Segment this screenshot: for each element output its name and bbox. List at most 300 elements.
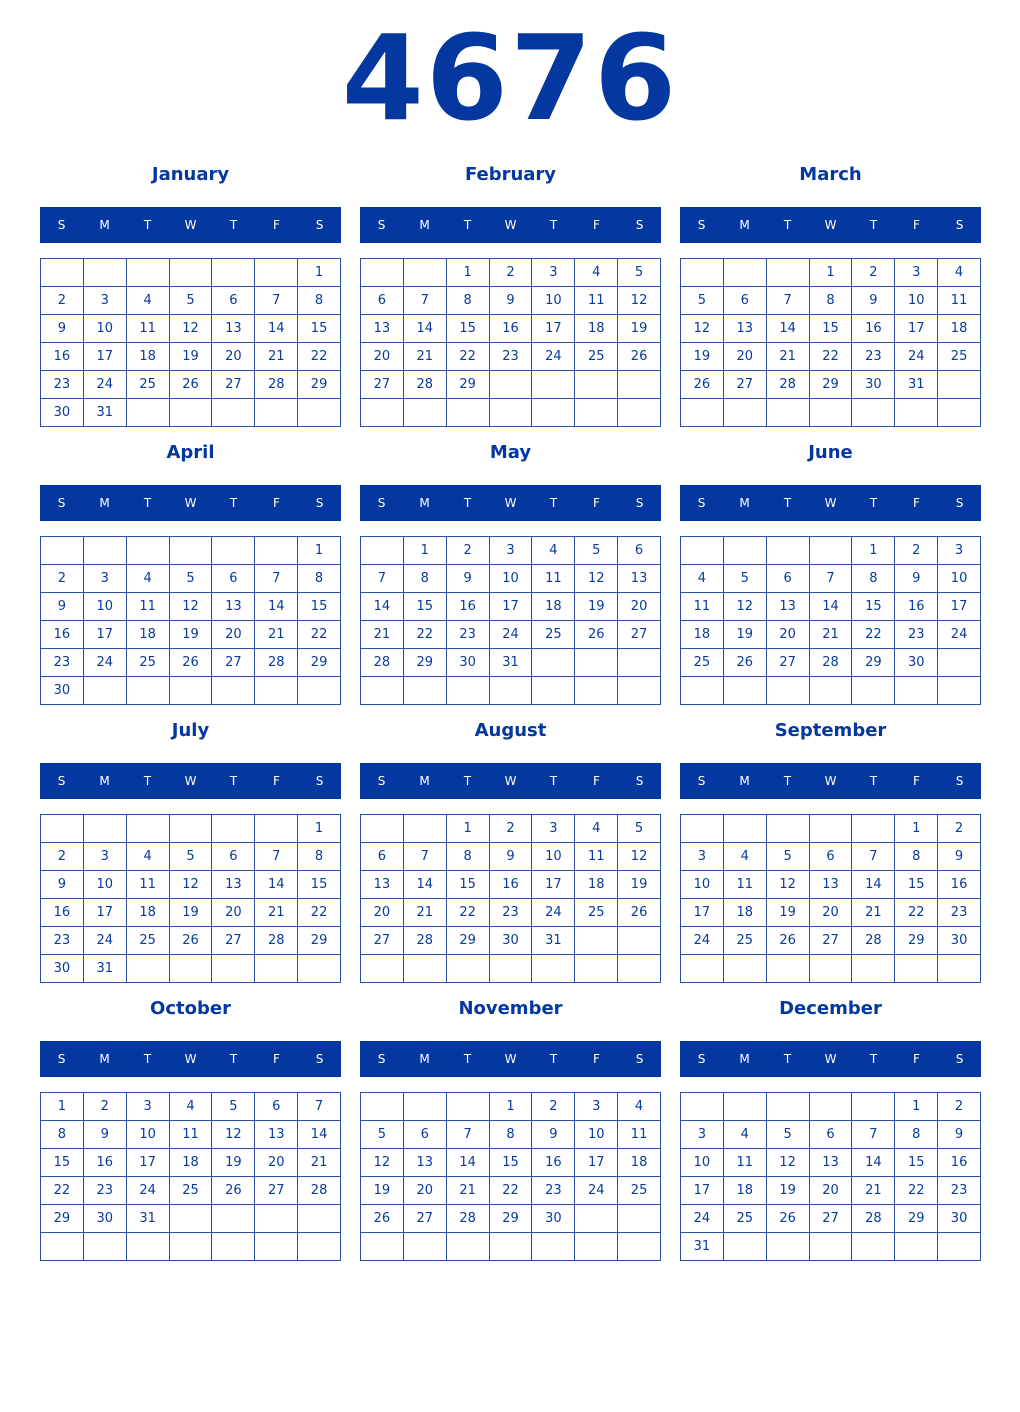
month-name: March xyxy=(799,164,862,185)
day-cell: 9 xyxy=(447,565,490,593)
day-cell: 29 xyxy=(895,927,938,955)
day-cell: 9 xyxy=(41,593,84,621)
day-cell: 6 xyxy=(404,1121,447,1149)
empty-day-cell xyxy=(618,1205,661,1233)
day-cell: 25 xyxy=(575,899,618,927)
empty-day-cell xyxy=(212,1205,255,1233)
weekday-label: S xyxy=(315,774,324,788)
day-cell: 19 xyxy=(212,1149,255,1177)
day-cell: 24 xyxy=(532,343,575,371)
day-cell: 5 xyxy=(618,815,661,843)
day-cell: 13 xyxy=(810,871,853,899)
day-cell: 18 xyxy=(724,1177,767,1205)
day-cell: 17 xyxy=(532,315,575,343)
day-cell: 6 xyxy=(212,843,255,871)
day-cell: 20 xyxy=(361,343,404,371)
day-cell: 5 xyxy=(767,843,810,871)
day-cell: 12 xyxy=(767,1149,810,1177)
day-cell: 17 xyxy=(681,899,724,927)
empty-day-cell xyxy=(852,677,895,705)
weekday-label: T xyxy=(143,774,152,788)
weekday-label: S xyxy=(635,496,644,510)
day-cell: 14 xyxy=(255,593,298,621)
day-cell: 21 xyxy=(852,899,895,927)
day-cell: 10 xyxy=(84,871,127,899)
day-cell: 25 xyxy=(938,343,981,371)
day-cell: 20 xyxy=(212,621,255,649)
day-cell: 3 xyxy=(681,1121,724,1149)
day-cell: 26 xyxy=(767,1205,810,1233)
weekday-label: T xyxy=(229,774,238,788)
day-cell: 2 xyxy=(852,259,895,287)
empty-day-cell xyxy=(852,815,895,843)
empty-day-cell xyxy=(575,1233,618,1261)
empty-day-cell xyxy=(255,259,298,287)
month-name: July xyxy=(171,720,210,741)
empty-day-cell xyxy=(681,955,724,983)
day-cell: 20 xyxy=(618,593,661,621)
day-cell: 8 xyxy=(895,843,938,871)
empty-day-cell xyxy=(361,677,404,705)
day-cell: 1 xyxy=(41,1093,84,1121)
empty-day-cell xyxy=(532,399,575,427)
empty-day-cell xyxy=(404,955,447,983)
empty-day-cell xyxy=(255,815,298,843)
day-cell: 14 xyxy=(852,871,895,899)
day-cell: 16 xyxy=(895,593,938,621)
day-cell: 24 xyxy=(490,621,533,649)
day-cell: 27 xyxy=(212,927,255,955)
empty-day-cell xyxy=(84,677,127,705)
day-cell: 19 xyxy=(618,315,661,343)
empty-day-cell xyxy=(170,677,213,705)
empty-day-cell xyxy=(84,537,127,565)
day-cell: 27 xyxy=(212,371,255,399)
day-cell: 20 xyxy=(724,343,767,371)
empty-day-cell xyxy=(618,1233,661,1261)
weekday-label: F xyxy=(273,218,280,232)
day-cell: 2 xyxy=(532,1093,575,1121)
weekday-label: T xyxy=(143,218,152,232)
empty-day-cell xyxy=(681,537,724,565)
empty-day-cell xyxy=(447,1093,490,1121)
day-cell: 16 xyxy=(938,1149,981,1177)
empty-day-cell xyxy=(447,399,490,427)
day-cell: 29 xyxy=(810,371,853,399)
day-cell: 9 xyxy=(41,871,84,899)
day-cell: 6 xyxy=(361,287,404,315)
day-cell: 18 xyxy=(938,315,981,343)
day-cell: 25 xyxy=(681,649,724,677)
day-cell: 23 xyxy=(895,621,938,649)
empty-day-cell xyxy=(255,677,298,705)
day-cell: 28 xyxy=(852,927,895,955)
day-cell: 27 xyxy=(810,1205,853,1233)
day-cell: 27 xyxy=(404,1205,447,1233)
day-cell: 21 xyxy=(298,1149,341,1177)
weekday-label: T xyxy=(143,1052,152,1066)
day-cell: 22 xyxy=(298,899,341,927)
weekday-label: T xyxy=(549,218,558,232)
weekday-label: T xyxy=(229,496,238,510)
day-cell: 12 xyxy=(170,871,213,899)
day-cell: 24 xyxy=(681,927,724,955)
day-cell: 19 xyxy=(681,343,724,371)
day-cell: 24 xyxy=(895,343,938,371)
day-cell: 20 xyxy=(255,1149,298,1177)
day-cell: 23 xyxy=(41,927,84,955)
day-cell: 2 xyxy=(895,537,938,565)
day-cell: 22 xyxy=(810,343,853,371)
day-cell: 7 xyxy=(767,287,810,315)
day-cell: 12 xyxy=(618,843,661,871)
day-cell: 12 xyxy=(575,565,618,593)
day-cell: 4 xyxy=(575,259,618,287)
day-cell: 1 xyxy=(447,815,490,843)
day-cell: 12 xyxy=(767,871,810,899)
month-name: September xyxy=(774,720,887,741)
day-cell: 1 xyxy=(895,1093,938,1121)
empty-day-cell xyxy=(212,259,255,287)
empty-day-cell xyxy=(938,955,981,983)
day-cell: 13 xyxy=(724,315,767,343)
empty-day-cell xyxy=(938,371,981,399)
empty-day-cell xyxy=(447,955,490,983)
empty-day-cell xyxy=(724,1233,767,1261)
empty-day-cell xyxy=(724,537,767,565)
empty-day-cell xyxy=(41,259,84,287)
day-cell: 14 xyxy=(361,593,404,621)
day-cell: 22 xyxy=(447,899,490,927)
empty-day-cell xyxy=(298,955,341,983)
empty-day-cell xyxy=(404,399,447,427)
empty-day-cell xyxy=(532,677,575,705)
day-cell: 14 xyxy=(404,315,447,343)
day-cell: 13 xyxy=(212,315,255,343)
day-cell: 23 xyxy=(41,649,84,677)
empty-day-cell xyxy=(212,815,255,843)
day-cell: 5 xyxy=(575,537,618,565)
day-cell: 28 xyxy=(298,1177,341,1205)
day-cell: 26 xyxy=(767,927,810,955)
day-cell: 11 xyxy=(575,843,618,871)
empty-day-cell xyxy=(767,1093,810,1121)
empty-day-cell xyxy=(41,1233,84,1261)
day-cell: 19 xyxy=(767,1177,810,1205)
empty-day-cell xyxy=(618,955,661,983)
day-cell: 28 xyxy=(404,927,447,955)
day-cell: 7 xyxy=(255,287,298,315)
day-cell: 20 xyxy=(361,899,404,927)
day-grid xyxy=(360,258,661,427)
weekday-label: T xyxy=(783,218,792,232)
day-cell: 12 xyxy=(170,315,213,343)
empty-day-cell xyxy=(618,927,661,955)
empty-day-cell xyxy=(575,955,618,983)
day-cell: 6 xyxy=(255,1093,298,1121)
day-cell: 7 xyxy=(404,843,447,871)
day-cell: 8 xyxy=(298,565,341,593)
day-cell: 20 xyxy=(767,621,810,649)
day-cell: 24 xyxy=(127,1177,170,1205)
day-cell: 3 xyxy=(84,287,127,315)
weekday-label: T xyxy=(143,496,152,510)
day-cell: 16 xyxy=(490,871,533,899)
day-cell: 3 xyxy=(490,537,533,565)
day-cell: 6 xyxy=(212,565,255,593)
month-name: June xyxy=(808,442,853,463)
day-grid xyxy=(680,1092,981,1261)
day-cell: 19 xyxy=(361,1177,404,1205)
empty-day-cell xyxy=(767,259,810,287)
day-cell: 26 xyxy=(618,343,661,371)
day-cell: 3 xyxy=(681,843,724,871)
empty-day-cell xyxy=(810,1233,853,1261)
weekday-label: S xyxy=(635,1052,644,1066)
day-cell: 10 xyxy=(681,1149,724,1177)
day-cell: 5 xyxy=(212,1093,255,1121)
day-cell: 7 xyxy=(404,287,447,315)
weekday-label: S xyxy=(697,218,706,232)
day-cell: 28 xyxy=(255,371,298,399)
day-cell: 24 xyxy=(84,649,127,677)
weekday-label: T xyxy=(549,496,558,510)
empty-day-cell xyxy=(532,371,575,399)
day-cell: 2 xyxy=(490,815,533,843)
day-cell: 19 xyxy=(724,621,767,649)
day-cell: 30 xyxy=(84,1205,127,1233)
empty-day-cell xyxy=(767,399,810,427)
day-grid xyxy=(360,536,661,705)
empty-day-cell xyxy=(212,537,255,565)
day-cell: 27 xyxy=(255,1177,298,1205)
day-cell: 9 xyxy=(490,287,533,315)
day-cell: 25 xyxy=(575,343,618,371)
day-cell: 3 xyxy=(575,1093,618,1121)
day-cell: 3 xyxy=(532,259,575,287)
year-title: 4676 xyxy=(341,9,679,147)
day-cell: 29 xyxy=(447,927,490,955)
day-cell: 21 xyxy=(404,899,447,927)
empty-day-cell xyxy=(361,815,404,843)
day-cell: 30 xyxy=(447,649,490,677)
empty-day-cell xyxy=(681,815,724,843)
day-cell: 23 xyxy=(532,1177,575,1205)
weekday-label: S xyxy=(955,218,964,232)
empty-day-cell xyxy=(361,1093,404,1121)
empty-day-cell xyxy=(810,677,853,705)
weekday-label: T xyxy=(463,218,472,232)
day-cell: 27 xyxy=(618,621,661,649)
day-cell: 11 xyxy=(938,287,981,315)
day-cell: 8 xyxy=(852,565,895,593)
empty-day-cell xyxy=(255,955,298,983)
day-cell: 30 xyxy=(852,371,895,399)
day-cell: 11 xyxy=(532,565,575,593)
weekday-header xyxy=(40,207,341,243)
day-cell: 11 xyxy=(724,871,767,899)
weekday-header xyxy=(360,485,661,521)
empty-day-cell xyxy=(404,259,447,287)
day-cell: 23 xyxy=(447,621,490,649)
empty-day-cell xyxy=(447,677,490,705)
day-cell: 13 xyxy=(404,1149,447,1177)
weekday-label: F xyxy=(273,1052,280,1066)
empty-day-cell xyxy=(127,399,170,427)
day-cell: 21 xyxy=(361,621,404,649)
day-cell: 14 xyxy=(447,1149,490,1177)
empty-day-cell xyxy=(810,955,853,983)
day-cell: 8 xyxy=(490,1121,533,1149)
day-cell: 3 xyxy=(84,843,127,871)
empty-day-cell xyxy=(170,399,213,427)
day-cell: 29 xyxy=(852,649,895,677)
empty-day-cell xyxy=(810,399,853,427)
day-cell: 27 xyxy=(212,649,255,677)
day-grid xyxy=(40,1092,341,1261)
day-cell: 30 xyxy=(41,399,84,427)
empty-day-cell xyxy=(767,677,810,705)
day-cell: 6 xyxy=(810,1121,853,1149)
day-cell: 26 xyxy=(212,1177,255,1205)
weekday-header xyxy=(680,485,981,521)
day-cell: 4 xyxy=(532,537,575,565)
weekday-label: T xyxy=(229,1052,238,1066)
weekday-label: S xyxy=(377,496,386,510)
empty-day-cell xyxy=(895,677,938,705)
weekday-header xyxy=(360,207,661,243)
day-cell: 5 xyxy=(170,287,213,315)
empty-day-cell xyxy=(767,537,810,565)
day-cell: 23 xyxy=(852,343,895,371)
day-cell: 7 xyxy=(810,565,853,593)
month-name: December xyxy=(779,998,882,1019)
weekday-header xyxy=(40,1041,341,1077)
day-cell: 24 xyxy=(575,1177,618,1205)
day-cell: 28 xyxy=(852,1205,895,1233)
day-cell: 11 xyxy=(127,593,170,621)
day-cell: 2 xyxy=(447,537,490,565)
empty-day-cell xyxy=(681,677,724,705)
weekday-label: W xyxy=(504,1052,517,1066)
day-cell: 18 xyxy=(618,1149,661,1177)
empty-day-cell xyxy=(127,1233,170,1261)
day-cell: 10 xyxy=(681,871,724,899)
empty-day-cell xyxy=(361,1233,404,1261)
day-cell: 2 xyxy=(41,287,84,315)
weekday-label: W xyxy=(184,218,197,232)
day-cell: 18 xyxy=(575,315,618,343)
empty-day-cell xyxy=(170,259,213,287)
empty-day-cell xyxy=(618,399,661,427)
month-name: August xyxy=(474,720,547,741)
day-cell: 7 xyxy=(298,1093,341,1121)
weekday-label: S xyxy=(315,1052,324,1066)
day-cell: 15 xyxy=(41,1149,84,1177)
weekday-label: T xyxy=(869,774,878,788)
day-cell: 6 xyxy=(810,843,853,871)
empty-day-cell xyxy=(361,955,404,983)
weekday-label: T xyxy=(783,496,792,510)
day-grid xyxy=(40,536,341,705)
day-grid xyxy=(360,1092,661,1261)
month-name: January xyxy=(151,164,230,185)
day-cell: 2 xyxy=(41,565,84,593)
day-cell: 22 xyxy=(852,621,895,649)
day-cell: 1 xyxy=(895,815,938,843)
empty-day-cell xyxy=(255,1205,298,1233)
weekday-label: S xyxy=(955,1052,964,1066)
empty-day-cell xyxy=(618,371,661,399)
day-cell: 29 xyxy=(298,371,341,399)
empty-day-cell xyxy=(84,1233,127,1261)
day-cell: 14 xyxy=(255,871,298,899)
day-cell: 21 xyxy=(447,1177,490,1205)
weekday-label: T xyxy=(783,774,792,788)
day-cell: 17 xyxy=(575,1149,618,1177)
day-cell: 4 xyxy=(724,843,767,871)
day-cell: 20 xyxy=(810,899,853,927)
day-cell: 9 xyxy=(852,287,895,315)
empty-day-cell xyxy=(532,649,575,677)
empty-day-cell xyxy=(298,1205,341,1233)
weekday-label: W xyxy=(504,496,517,510)
day-cell: 20 xyxy=(212,899,255,927)
day-cell: 11 xyxy=(127,315,170,343)
weekday-header xyxy=(360,763,661,799)
empty-day-cell xyxy=(895,1233,938,1261)
day-cell: 29 xyxy=(895,1205,938,1233)
weekday-label: S xyxy=(57,496,66,510)
day-cell: 13 xyxy=(810,1149,853,1177)
day-cell: 15 xyxy=(298,593,341,621)
day-cell: 8 xyxy=(447,843,490,871)
month-name: November xyxy=(458,998,563,1019)
day-cell: 15 xyxy=(895,871,938,899)
empty-day-cell xyxy=(575,399,618,427)
weekday-label: T xyxy=(463,1052,472,1066)
day-cell: 11 xyxy=(127,871,170,899)
day-cell: 9 xyxy=(532,1121,575,1149)
empty-day-cell xyxy=(895,399,938,427)
day-cell: 10 xyxy=(575,1121,618,1149)
day-cell: 21 xyxy=(404,343,447,371)
empty-day-cell xyxy=(681,1093,724,1121)
empty-day-cell xyxy=(212,677,255,705)
day-cell: 24 xyxy=(938,621,981,649)
day-cell: 4 xyxy=(127,287,170,315)
day-cell: 16 xyxy=(41,899,84,927)
empty-day-cell xyxy=(618,677,661,705)
weekday-label: M xyxy=(739,218,750,232)
day-cell: 16 xyxy=(532,1149,575,1177)
day-cell: 15 xyxy=(447,315,490,343)
day-cell: 1 xyxy=(404,537,447,565)
day-cell: 23 xyxy=(938,899,981,927)
day-cell: 16 xyxy=(490,315,533,343)
day-cell: 15 xyxy=(447,871,490,899)
weekday-label: M xyxy=(739,496,750,510)
empty-day-cell xyxy=(575,371,618,399)
day-cell: 15 xyxy=(298,315,341,343)
day-cell: 8 xyxy=(895,1121,938,1149)
day-cell: 21 xyxy=(810,621,853,649)
day-cell: 22 xyxy=(298,621,341,649)
weekday-label: M xyxy=(99,1052,110,1066)
day-cell: 25 xyxy=(170,1177,213,1205)
weekday-label: T xyxy=(869,496,878,510)
empty-day-cell xyxy=(490,371,533,399)
